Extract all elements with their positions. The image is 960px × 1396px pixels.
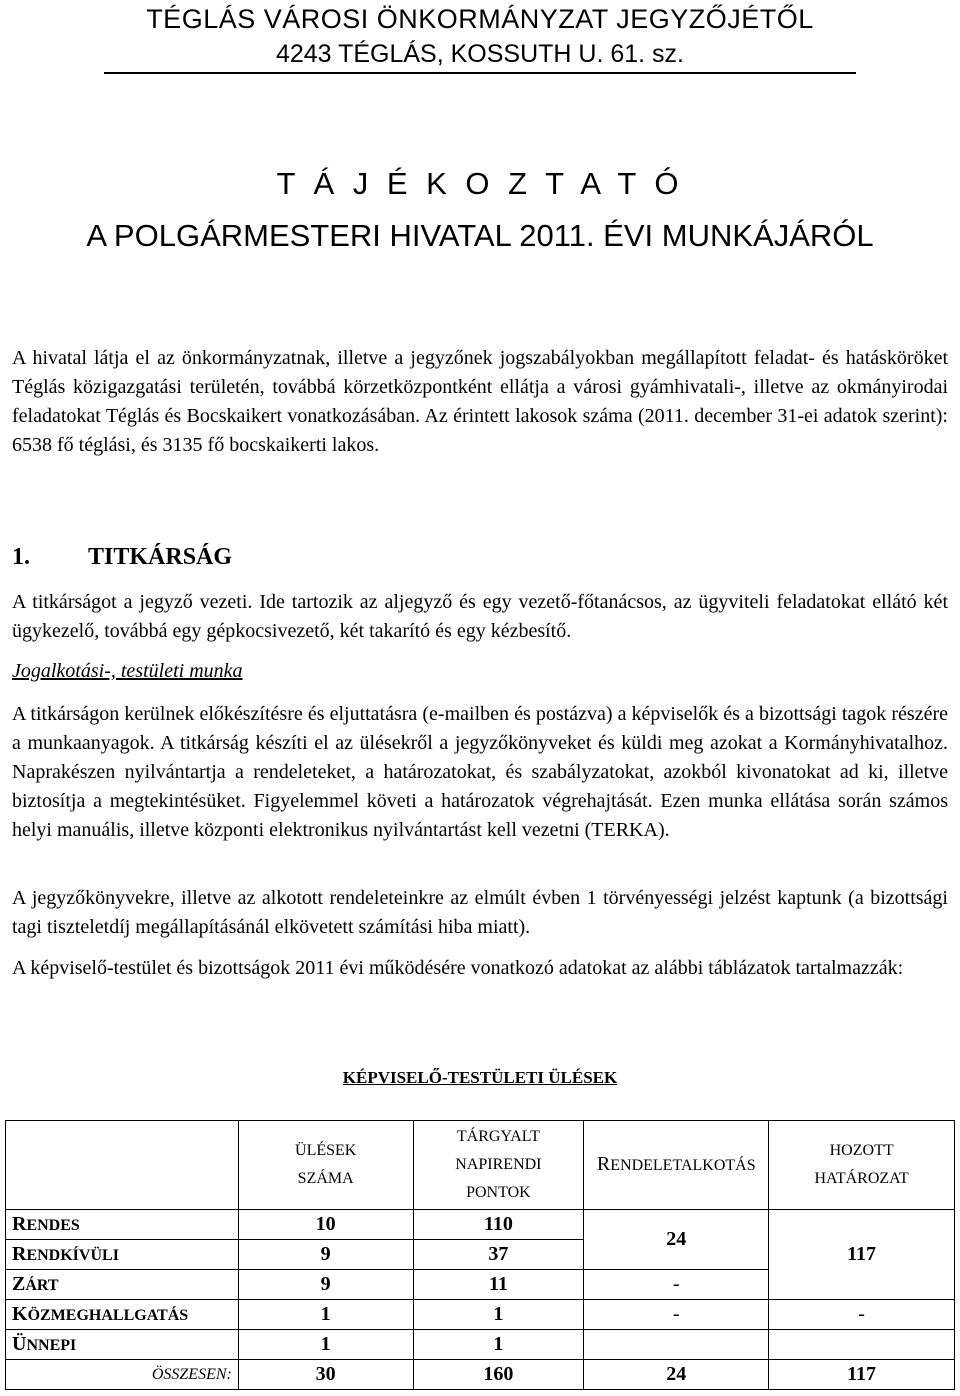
row-label: ZÁRT [6, 1270, 239, 1300]
total-label: ÖSSZESEN: [6, 1360, 239, 1390]
row-label: ÜNNEPI [6, 1330, 239, 1360]
subheading: Jogalkotási-, testületi munka [12, 660, 243, 682]
table-title: KÉPVISELŐ-TESTÜLETI ÜLÉSEK [342, 1068, 618, 1087]
header-sessions: ÜLÉSEK SZÁMA [238, 1121, 413, 1210]
total-decree: 24 [584, 1360, 769, 1390]
cell-resolution-empty [769, 1330, 955, 1360]
row-label: RENDES [6, 1210, 239, 1240]
intro-paragraph: A hivatal látja el az önkormányzatnak, illetve a jegyzőnek jogszabályokban megállapított feladat- és hatásköröket Téglás közigazgatási területén, továbbá körzetközpontként ellátja a városi gyámhivatali-, illetve az okmányirodai feladatokat Téglás és Bocskaikert vonatkozásában. Az érintett lakosok száma (2011. december 31-ei adatok szerint): 6538 fő téglási, és 3135 fő bocskaikerti lakos. [12, 347, 948, 456]
section-paragraph: A titkárságot a jegyző vezeti. Ide tartozik az aljegyző és egy vezető-főtanácsos, az ügyviteli feladatokat ellátó két ügykezelő, továbbá egy gépkocsivezető, két takarító és egy kézbesítő. [12, 591, 948, 642]
section-heading [12, 544, 232, 571]
table-total-row [6, 1360, 955, 1390]
table-row [6, 1330, 955, 1360]
table-intro-paragraph: A képviselő-testület és bizottságok 2011 évi működésére vonatkozó adatokat az alábbi táblázatok tartalmazzák: [12, 957, 904, 979]
cell-decree-empty [584, 1330, 769, 1360]
cell-agenda: 1 [413, 1300, 584, 1330]
issuer-title: TÉGLÁS VÁROSI ÖNKORMÁNYZAT JEGYZŐJÉTŐL [146, 4, 814, 34]
row-label: RENDKÍVÜLI [6, 1240, 239, 1270]
total-sessions: 30 [238, 1360, 413, 1390]
cell-sessions: 1 [238, 1330, 413, 1360]
section-number: 1. [12, 544, 30, 570]
header-decree: RENDELETALKOTÁS [584, 1121, 769, 1210]
header-agenda: TÁRGYALT NAPIRENDI PONTOK [413, 1121, 584, 1210]
cell-agenda: 11 [413, 1270, 584, 1300]
total-agenda: 160 [413, 1360, 584, 1390]
cell-resolution: - [769, 1300, 955, 1330]
cell-agenda: 37 [413, 1240, 584, 1270]
meetings-table [5, 1120, 955, 1390]
cell-sessions: 10 [238, 1210, 413, 1240]
cell-sessions: 9 [238, 1240, 413, 1270]
cell-decree: - [584, 1270, 769, 1300]
cell-sessions: 9 [238, 1270, 413, 1300]
section-title: TITKÁRSÁG [88, 544, 233, 570]
cell-resolution-merged: 117 [769, 1210, 955, 1300]
header-empty-cell [6, 1121, 239, 1210]
legislation-paragraph: A titkárságon kerülnek előkészítésre és eljuttatásra (e-mailben és postázva) a képviselők és a bizottsági tagok részére a munkaanyagok. A titkárság készíti el az ülésekről a jegyzőkönyveket és küldi meg azokat a Kormányhivatalhoz. Naprakészen nyilvántartja a rendeleteket, a határozatokat, és szabályzatokat, azokból kivonatokat ad ki, illetve biztosítja a megtekintésüket. Figyelemmel követi a határozatok végrehajtását. Ezen munka ellátása során számos helyi manuális, illetve központi elektronikus nyilvántartást kell vezetni (TERKA). [12, 703, 948, 841]
notice-paragraph: A jegyzőkönyvekre, illetve az alkotott rendeleteinkre az elmúlt évben 1 törvényességi jelzést kaptunk (a bizottsági tagi tiszteletdíj megállapításánál elkövetett számítási hiba miatt). [12, 887, 948, 938]
cell-decree-merged: 24 [584, 1210, 769, 1270]
issuer-address: 4243 TÉGLÁS, KOSSUTH U. 61. sz. [275, 40, 685, 68]
table-row [6, 1300, 955, 1330]
document-title: T Á J É K O Z T A T Ó [276, 166, 684, 201]
table-row [6, 1210, 955, 1240]
header-resolution: HOZOTT HATÁROZAT [769, 1121, 955, 1210]
cell-agenda: 1 [413, 1330, 584, 1360]
document-subtitle: A POLGÁRMESTERI HIVATAL 2011. ÉVI MUNKÁJÁRÓL [86, 218, 874, 253]
table-header-row [6, 1121, 955, 1210]
row-label: KÖZMEGHALLGATÁS [6, 1300, 239, 1330]
cell-decree: - [584, 1300, 769, 1330]
cell-agenda: 110 [413, 1210, 584, 1240]
total-resolution: 117 [769, 1360, 955, 1390]
header-rule [104, 72, 856, 74]
cell-sessions: 1 [238, 1300, 413, 1330]
